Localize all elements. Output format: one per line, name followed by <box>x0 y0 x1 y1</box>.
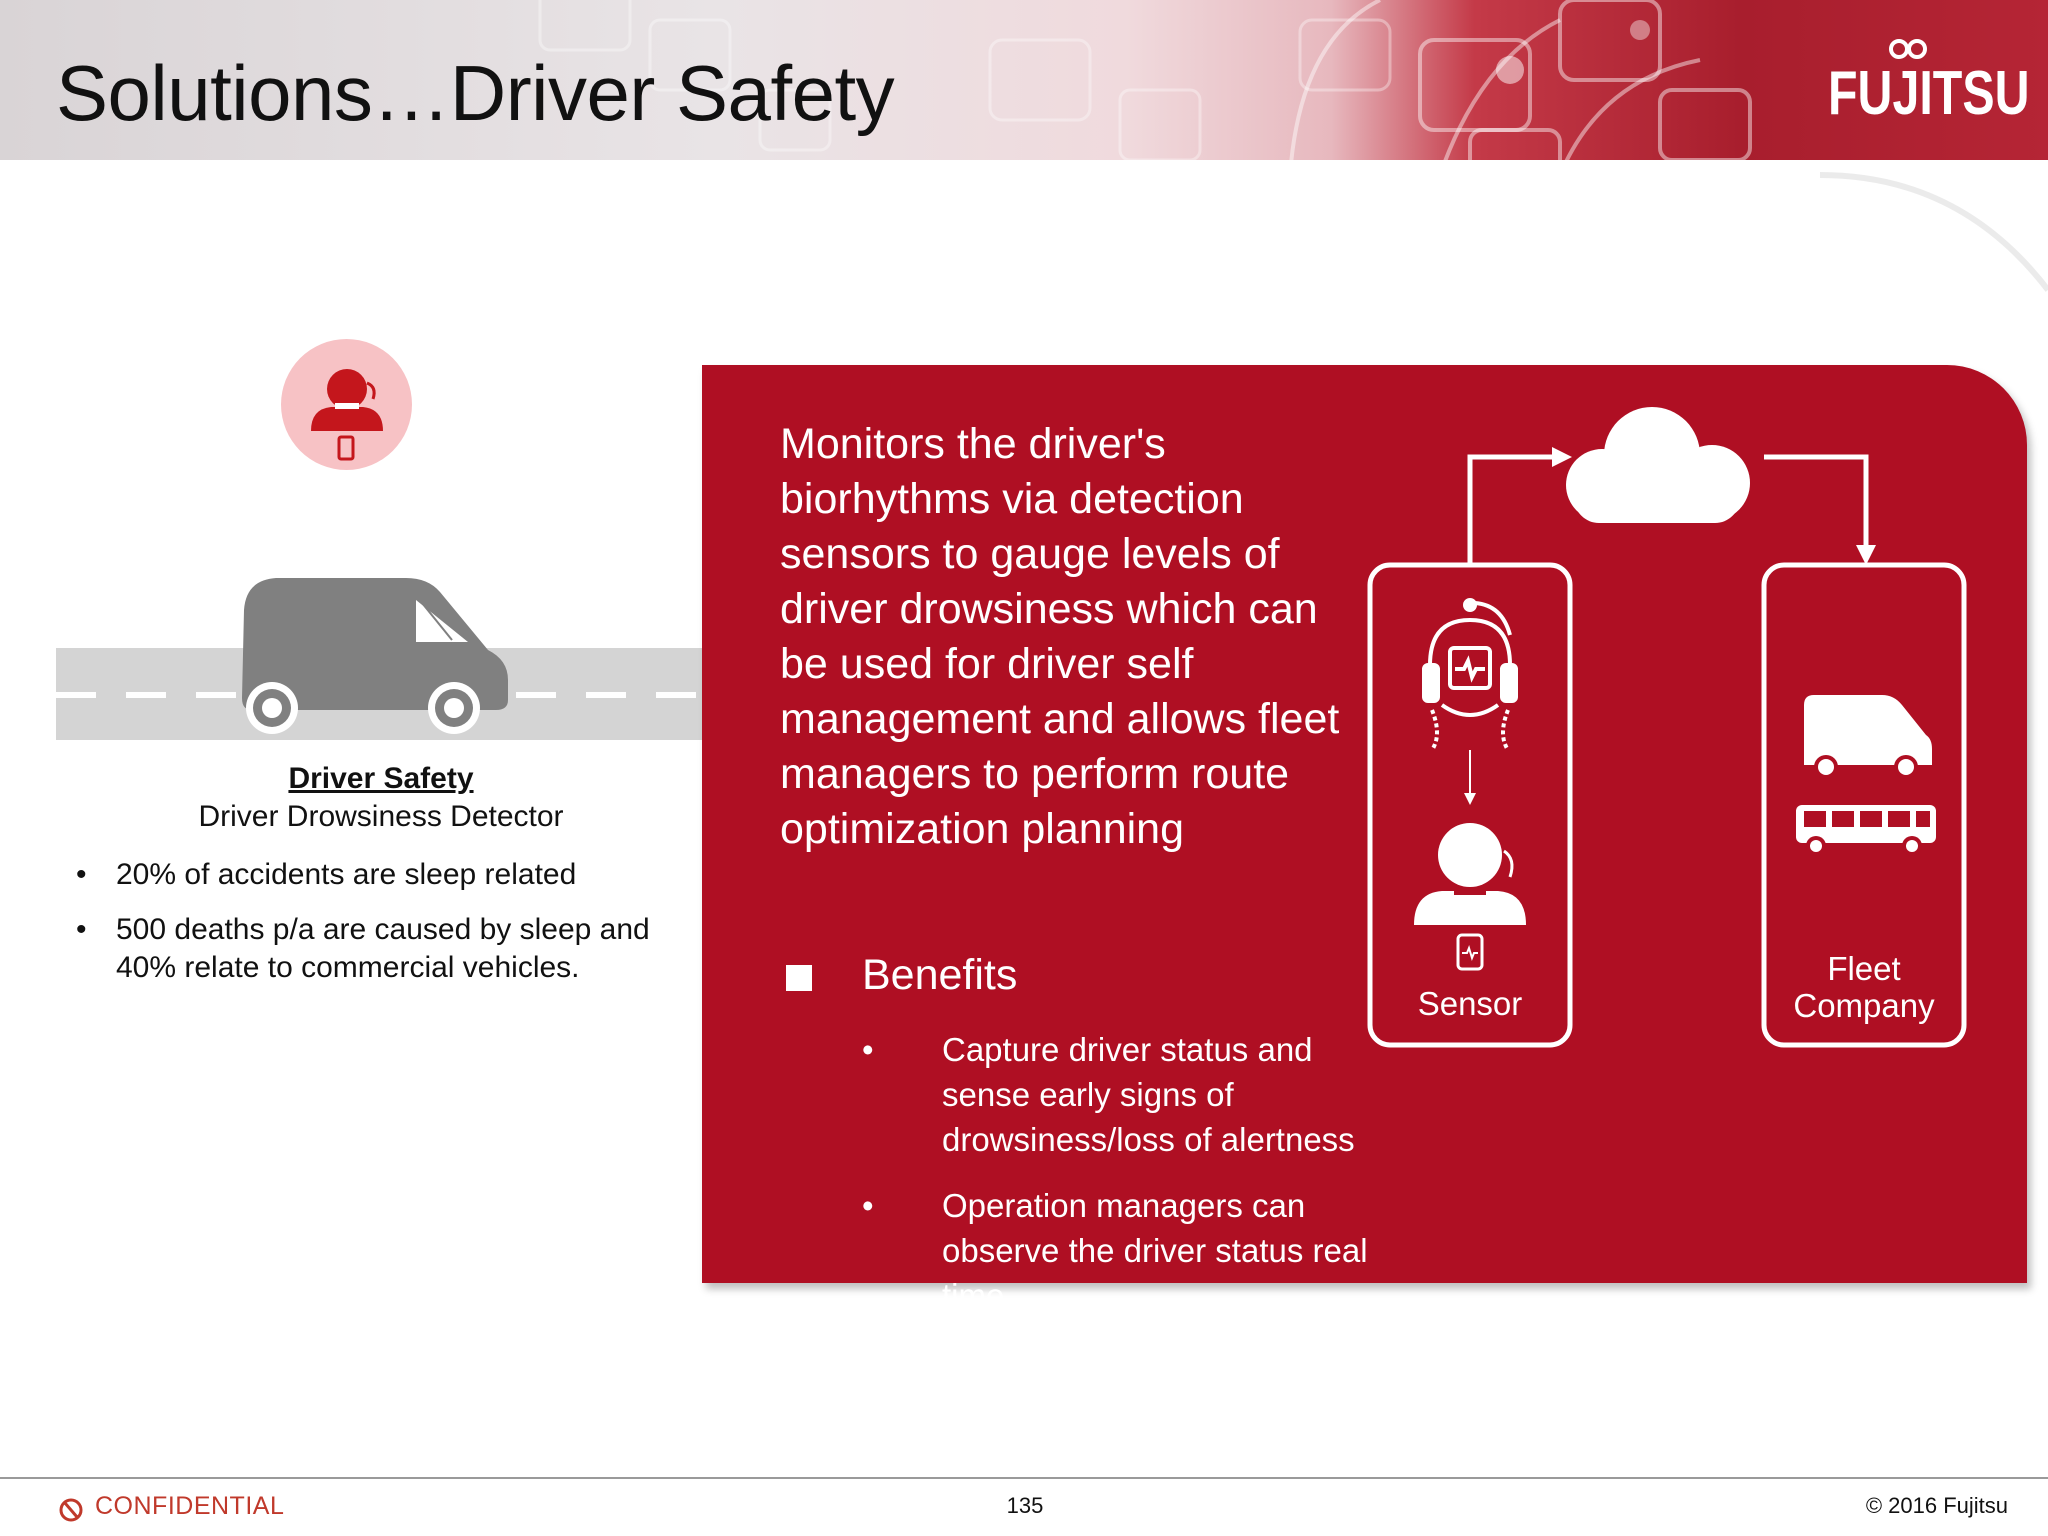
header-banner <box>0 0 2048 175</box>
cloud-icon <box>1566 407 1750 523</box>
benefit-text: Capture driver status and sense early signs of drowsiness/loss of alertness <box>942 1031 1355 1158</box>
driver-safety-subtitle: Driver Drowsiness Detector <box>198 800 564 833</box>
header-swoosh <box>0 160 2048 360</box>
headset-sensor-icon <box>1424 600 1516 750</box>
driver-icon <box>281 339 412 470</box>
sensor-label: Sensor <box>1417 985 1523 1022</box>
page-title: Solutions…Driver Safety <box>56 49 895 137</box>
list-item <box>70 856 710 894</box>
fleet-company-label: Fleet Company <box>1793 950 1935 1024</box>
driver-safety-title: Driver Safety <box>288 762 474 795</box>
solution-description: Monitors the driver's biorhythms via detection sensors to gauge levels of driver drowsiness which can be used for driver self management and allows fleet managers to perform route optimization planning <box>780 420 1340 853</box>
arrow-right-icon <box>1552 447 1572 467</box>
road-van-illustration <box>56 570 706 750</box>
bullet-icon: • <box>76 858 87 891</box>
arrow-down-icon <box>1856 545 1876 565</box>
copyright: © 2016 Fujitsu <box>1865 1493 2008 1518</box>
bus-icon <box>1796 805 1936 856</box>
bullet-icon: • <box>76 913 87 946</box>
van-icon <box>1804 695 1932 765</box>
footer-divider <box>0 1477 2048 1479</box>
confidential-icon <box>58 1495 84 1525</box>
benefits-heading: Benefits <box>862 951 1018 999</box>
statistics-list <box>70 856 710 1004</box>
list-item <box>70 911 710 987</box>
fujitsu-logo: FUJITSU <box>1828 59 2030 128</box>
benefit-text: Operation managers can observe the driver status real time <box>942 1187 1368 1314</box>
data-flow-diagram <box>702 365 2027 1283</box>
confidential-label: CONFIDENTIAL <box>95 1492 285 1520</box>
list-item-text: 20% of accidents are sleep related <box>116 858 577 891</box>
page-number: 135 <box>1006 1493 1044 1518</box>
list-item-text: 500 deaths p/a are caused by sleep and 40% relate to commercial vehicles. <box>116 913 650 984</box>
driver-badge <box>281 339 412 470</box>
driver-icon <box>1414 823 1526 925</box>
solution-panel <box>702 365 2027 1314</box>
arrow-down-icon <box>1464 793 1476 805</box>
bullet-icon: • <box>862 1031 874 1068</box>
bullet-icon: • <box>862 1187 874 1224</box>
